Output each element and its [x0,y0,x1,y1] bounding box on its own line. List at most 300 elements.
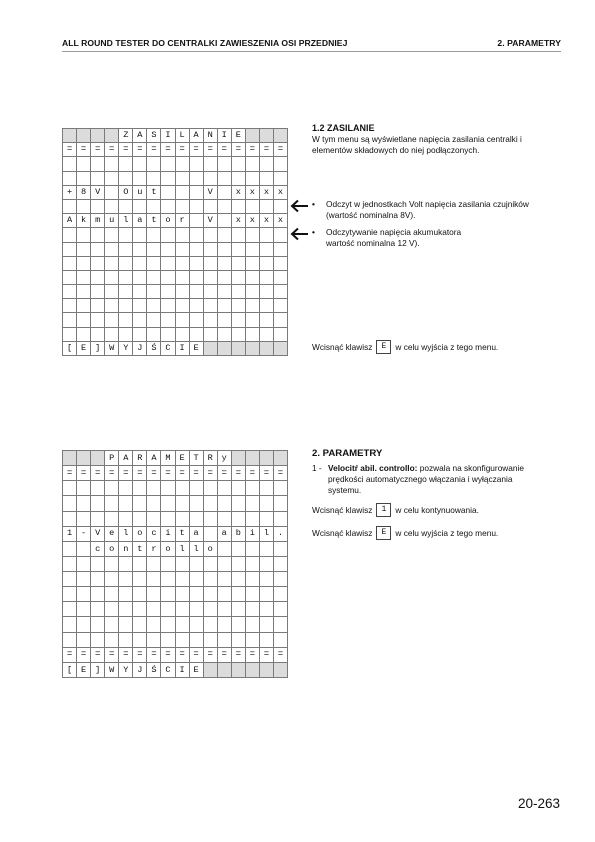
grid-cell [259,632,273,647]
bullet-marker: • [312,227,315,237]
grid-cell: = [217,143,231,157]
grid-cell [133,199,147,213]
grid-cell: = [119,466,133,481]
grid-cell [189,270,203,284]
grid-cell: k [77,214,91,228]
grid-cell [77,541,91,556]
grid-cell [259,587,273,602]
grid-cell: t [147,214,161,228]
grid-cell [91,129,105,143]
grid-cell [77,602,91,617]
grid-cell: I [175,341,189,355]
grid-cell [245,242,259,256]
grid-cell [245,602,259,617]
grid-cell [77,256,91,270]
grid-cell [133,313,147,327]
grid-cell [273,602,287,617]
grid-cell [63,256,77,270]
grid-cell [119,602,133,617]
grid-cell: = [189,143,203,157]
grid-cell [63,602,77,617]
grid-cell [245,199,259,213]
grid-cell [259,199,273,213]
grid-cell: V [203,185,217,199]
exit-instruction: Wcisnąć klawisz E w celu wyjścia z tego menu. [312,528,499,539]
grid-cell [189,171,203,185]
grid-cell [231,481,245,496]
grid-cell: M [161,451,175,466]
grid-cell [105,313,119,327]
grid-cell [105,171,119,185]
grid-cell [217,541,231,556]
grid-cell: x [245,185,259,199]
grid-cell [147,572,161,587]
grid-cell [217,171,231,185]
grid-cell: = [63,466,77,481]
grid-cell [189,556,203,571]
grid-cell [203,511,217,526]
grid-cell: i [161,526,175,541]
grid-cell: = [189,647,203,662]
grid-cell [217,556,231,571]
grid-cell: O [119,185,133,199]
grid-cell [77,285,91,299]
section-label: 2. PARAMETRY [497,38,561,48]
grid-cell: Y [119,662,133,677]
grid-cell [133,617,147,632]
grid-cell [189,572,203,587]
grid-cell: x [259,185,273,199]
grid-cell: o [203,541,217,556]
grid-cell: = [105,647,119,662]
grid-cell [231,541,245,556]
grid-cell [77,270,91,284]
grid-cell [273,496,287,511]
grid-cell [119,617,133,632]
grid-cell: o [105,541,119,556]
grid-cell [217,285,231,299]
grid-cell [161,171,175,185]
grid-cell: V [91,526,105,541]
intro-line: elementów składowych do niej podłączonych. [312,145,480,155]
grid-cell: = [259,466,273,481]
grid-cell: V [91,185,105,199]
grid-cell [189,199,203,213]
grid-cell [259,602,273,617]
grid-row [63,526,288,541]
grid-cell [217,185,231,199]
grid-cell [63,451,77,466]
grid-cell [245,541,259,556]
grid-cell: A [189,129,203,143]
grid-cell: = [133,143,147,157]
grid-row [63,313,288,327]
grid-cell [133,572,147,587]
grid-cell [259,270,273,284]
grid-cell [231,662,245,677]
grid-cell [147,496,161,511]
grid-cell [91,511,105,526]
grid-cell: J [133,341,147,355]
grid-cell [245,270,259,284]
grid-row [63,185,288,199]
grid-cell [273,129,287,143]
parametry-description [312,448,567,459]
grid-cell [175,572,189,587]
grid-cell [133,228,147,242]
grid-cell [175,511,189,526]
grid-cell [273,481,287,496]
grid-cell: = [203,647,217,662]
grid-cell [63,511,77,526]
grid-cell: = [133,466,147,481]
grid-cell [203,496,217,511]
header-divider [62,51,561,52]
grid-cell [259,451,273,466]
grid-cell [63,541,77,556]
grid-cell: T [189,451,203,466]
grid-cell [63,242,77,256]
grid-cell [133,270,147,284]
grid-cell [231,199,245,213]
grid-cell [91,617,105,632]
grid-cell: = [245,143,259,157]
grid-cell [119,270,133,284]
grid-row [63,228,288,242]
bullet-text: wartość nominalna 12 V). [326,238,420,248]
grid-cell [147,632,161,647]
grid-cell [105,481,119,496]
grid-cell [105,199,119,213]
grid-row [63,466,288,481]
grid-cell: N [203,129,217,143]
grid-row [63,270,288,284]
grid-cell [189,185,203,199]
grid-cell [161,496,175,511]
grid-cell [245,451,259,466]
grid-cell [133,256,147,270]
grid-cell [231,157,245,171]
grid-cell [231,556,245,571]
grid-cell: C [161,341,175,355]
grid-cell: u [105,214,119,228]
grid-cell [105,299,119,313]
grid-cell [119,511,133,526]
grid-cell [273,662,287,677]
grid-cell: e [105,526,119,541]
key-1-icon: 1 [376,503,391,517]
grid-cell: = [63,143,77,157]
grid-cell [77,157,91,171]
grid-cell [63,632,77,647]
grid-cell [245,587,259,602]
grid-cell: = [259,143,273,157]
grid-cell [217,299,231,313]
grid-cell [91,299,105,313]
grid-cell: t [147,185,161,199]
grid-cell [91,199,105,213]
grid-cell [203,481,217,496]
grid-cell [105,270,119,284]
grid-cell [133,587,147,602]
grid-cell: = [63,647,77,662]
grid-cell [231,341,245,355]
grid-cell [161,199,175,213]
grid-cell [119,327,133,341]
grid-cell [231,270,245,284]
grid-cell [231,327,245,341]
grid-cell: l [189,541,203,556]
grid-cell [175,185,189,199]
grid-cell: W [105,662,119,677]
grid-row [63,451,288,466]
grid-cell [245,481,259,496]
grid-cell: L [175,129,189,143]
grid-cell: 8 [77,185,91,199]
grid-cell: Z [119,129,133,143]
grid-cell [203,556,217,571]
grid-cell [273,228,287,242]
grid-cell [203,157,217,171]
grid-cell [63,327,77,341]
grid-cell [273,541,287,556]
grid-cell: = [147,143,161,157]
item-number: 1 - [312,463,322,473]
grid-cell [77,199,91,213]
grid-cell [273,632,287,647]
section-title: 2. PARAMETRY [312,448,383,459]
grid-cell: = [91,143,105,157]
grid-row [63,556,288,571]
grid-cell [203,270,217,284]
grid-cell [63,587,77,602]
grid-cell: = [217,466,231,481]
grid-cell [273,617,287,632]
grid-cell [259,242,273,256]
grid-cell [77,228,91,242]
grid-cell [77,587,91,602]
grid-cell [245,228,259,242]
grid-cell [91,572,105,587]
grid-cell [161,511,175,526]
grid-cell [105,602,119,617]
grid-cell [91,228,105,242]
grid-cell [161,327,175,341]
grid-cell [217,157,231,171]
grid-cell [119,556,133,571]
grid-cell [161,157,175,171]
grid-cell [189,617,203,632]
grid-cell [133,496,147,511]
grid-cell [63,285,77,299]
grid-cell [147,285,161,299]
grid-cell: = [105,466,119,481]
key-e-icon: E [376,340,391,354]
grid-cell [203,242,217,256]
grid-row [63,129,288,143]
grid-cell [77,327,91,341]
grid-cell [217,617,231,632]
grid-cell: ] [91,662,105,677]
grid-cell: E [189,341,203,355]
grid-cell [259,496,273,511]
grid-cell [217,496,231,511]
grid-cell [147,199,161,213]
grid-cell: a [133,214,147,228]
grid-cell [91,157,105,171]
grid-cell: l [119,214,133,228]
grid-cell [175,242,189,256]
grid-cell [63,556,77,571]
exit-instruction: Wcisnąć klawisz E w celu wyjścia z tego menu. [312,342,499,353]
grid-row [63,341,288,355]
grid-cell: x [231,214,245,228]
grid-cell [147,587,161,602]
grid-cell: [ [63,341,77,355]
grid-row [63,496,288,511]
grid-cell: - [77,526,91,541]
grid-cell: = [175,647,189,662]
grid-cell [259,341,273,355]
grid-cell [63,270,77,284]
grid-row [63,662,288,677]
grid-cell [63,157,77,171]
grid-cell: . [273,526,287,541]
grid-cell [175,556,189,571]
grid-cell: o [161,214,175,228]
grid-cell [175,602,189,617]
grid-cell [119,632,133,647]
grid-cell [147,171,161,185]
grid-cell [203,285,217,299]
grid-cell: = [231,466,245,481]
grid-cell: + [63,185,77,199]
grid-cell [63,481,77,496]
grid-row [63,285,288,299]
grid-cell [203,572,217,587]
grid-cell [259,511,273,526]
grid-cell [217,270,231,284]
grid-cell [231,228,245,242]
grid-cell [259,228,273,242]
grid-cell [259,171,273,185]
grid-cell [119,587,133,602]
grid-cell: x [273,214,287,228]
grid-row [63,157,288,171]
grid-cell [189,157,203,171]
grid-cell [133,327,147,341]
grid-cell [91,242,105,256]
grid-cell [77,129,91,143]
grid-cell: y [217,451,231,466]
grid-cell [259,617,273,632]
grid-cell [133,602,147,617]
grid-cell [259,327,273,341]
grid-cell [161,556,175,571]
grid-cell [77,313,91,327]
grid-cell [245,299,259,313]
grid-cell: A [133,129,147,143]
grid-cell [77,299,91,313]
grid-cell: = [91,466,105,481]
grid-cell [133,481,147,496]
grid-cell: Ś [147,662,161,677]
grid-cell [91,481,105,496]
grid-cell [133,285,147,299]
grid-cell [217,313,231,327]
grid-cell [161,228,175,242]
grid-cell [91,602,105,617]
grid-cell: R [203,451,217,466]
grid-cell [161,632,175,647]
grid-cell [105,256,119,270]
grid-cell [217,199,231,213]
grid-cell: I [161,129,175,143]
grid-cell: = [77,647,91,662]
grid-cell [231,511,245,526]
grid-cell [91,256,105,270]
grid-cell [91,587,105,602]
grid-cell [245,327,259,341]
grid-cell [105,587,119,602]
grid-cell: I [217,129,231,143]
grid-cell [77,496,91,511]
grid-cell [189,242,203,256]
grid-cell: x [245,214,259,228]
arrow-left-icon [290,199,309,213]
grid-cell: = [231,647,245,662]
grid-cell [273,341,287,355]
intro-line: W tym menu są wyświetlane napięcia zasilania centralki i [312,134,522,144]
grid-cell [217,214,231,228]
grid-cell: = [245,466,259,481]
grid-cell [259,556,273,571]
grid-cell [77,617,91,632]
grid-cell: n [119,541,133,556]
grid-cell [91,171,105,185]
grid-cell [161,242,175,256]
grid-cell: = [119,647,133,662]
grid-cell: x [231,185,245,199]
grid-cell [259,572,273,587]
grid-cell [119,199,133,213]
grid-cell [175,270,189,284]
grid-cell [231,617,245,632]
grid-cell: J [133,662,147,677]
bullet-marker: • [312,199,315,209]
grid-cell [63,313,77,327]
bullet-text: Odczyt w jednostkach Volt napięcia zasilania czujników [326,199,529,209]
grid-cell [189,214,203,228]
grid-cell [217,662,231,677]
section-title: 1.2 ZASILANIE [312,123,375,133]
grid-cell [203,199,217,213]
grid-cell: E [189,662,203,677]
grid-cell [133,556,147,571]
grid-cell [203,526,217,541]
grid-cell [273,451,287,466]
grid-row [63,511,288,526]
grid-cell [231,256,245,270]
grid-cell [147,602,161,617]
grid-cell [245,632,259,647]
grid-row [63,572,288,587]
grid-cell [161,270,175,284]
grid-cell [77,171,91,185]
grid-cell [175,256,189,270]
grid-cell [217,256,231,270]
grid-cell [161,602,175,617]
